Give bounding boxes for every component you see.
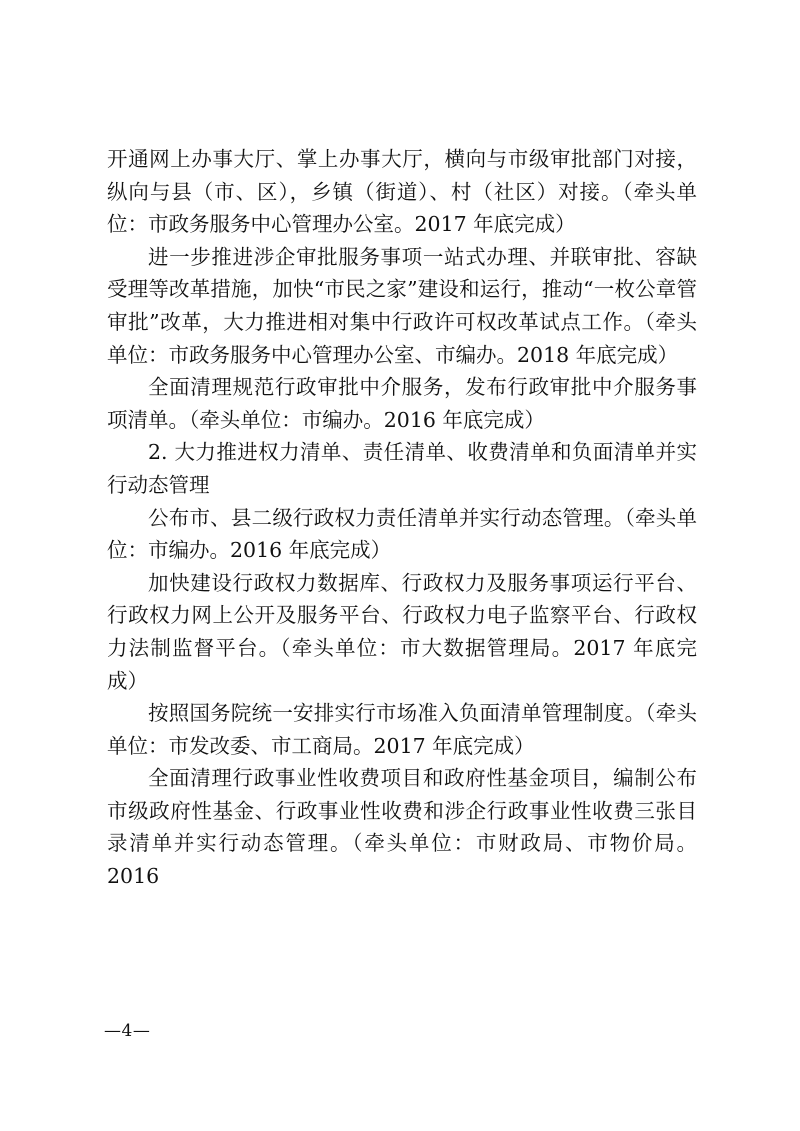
page-number: —4—	[104, 1021, 151, 1041]
section-heading-power-lists: 2. 大力推进权力清单、责任清单、收费清单和负面清单并实行动态管理	[107, 440, 697, 497]
body-text	[107, 143, 697, 893]
paragraph-negative-list: 按照国务院统一安排实行市场准入负面清单管理制度。（牵头单位：市发改委、市工商局。2017 年底完成）	[107, 701, 697, 758]
paragraph-intermediary-services: 全面清理规范行政审批中介服务，发布行政审批中介服务事项清单。（牵头单位：市编办。2016 年底完成）	[107, 375, 697, 432]
paragraph-power-database: 加快建设行政权力数据库、行政权力及服务事项运行平台、行政权力网上公开及服务平台、行政权力电子监察平台、行政权力法制监督平台。（牵头单位：市大数据管理局。2017 年底完成）	[107, 570, 697, 693]
paragraph-online-service-hall: 开通网上办事大厅、掌上办事大厅，横向与市级审批部门对接，纵向与县（市、区），乡镇（街道）、村（社区）对接。（牵头单位：市政务服务中心管理办公室。2017 年底完成）	[107, 147, 697, 237]
paragraph-fee-cleanup: 全面清理行政事业性收费项目和政府性基金项目，编制公布市级政府性基金、行政事业性收费和涉企行政事业性收费三张目录清单并实行动态管理。（牵头单位：市财政局、市物价局。2016	[107, 766, 697, 889]
paragraph-power-responsibility-list: 公布市、县二级行政权力责任清单并实行动态管理。（牵头单位：市编办。2016 年底完成）	[107, 505, 697, 563]
paragraph-enterprise-approval-reform: 进一步推进涉企审批服务事项一站式办理、并联审批、容缺受理等改革措施，加快“市民之家”建设和运行，推动“一枚公章管审批”改革，大力推进相对集中行政许可权改革试点工作。（牵头单位：市政务服务中心管理办公室、市编办。2018 年底完成）	[107, 244, 697, 367]
